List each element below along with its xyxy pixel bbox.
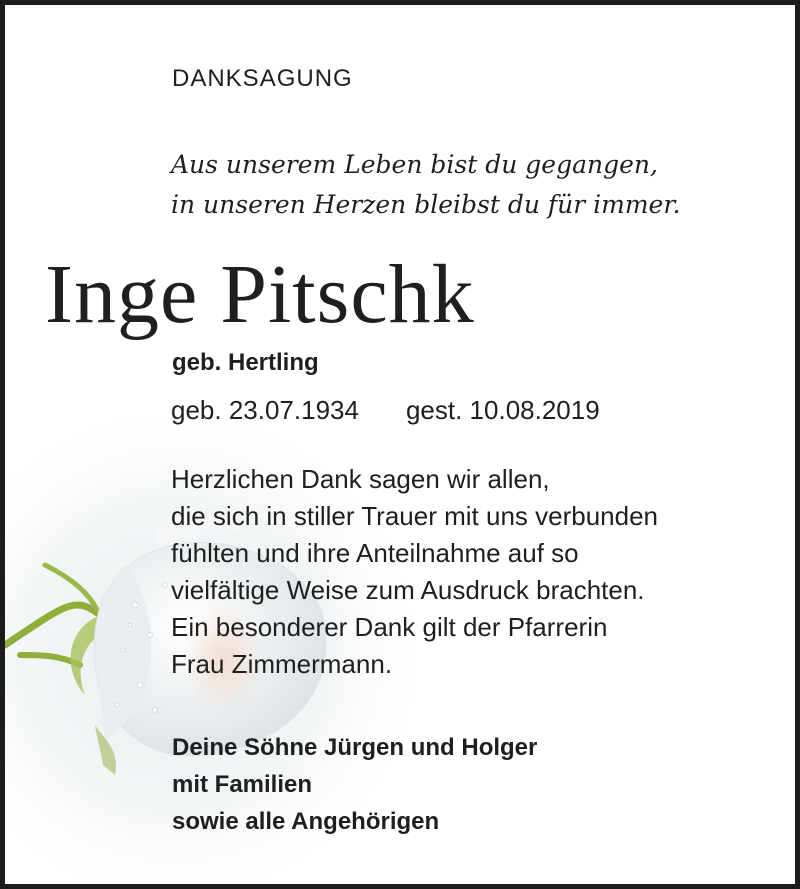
signature-line: Deine Söhne Jürgen und Holger — [172, 734, 538, 761]
thanks-line: Ein besonderer Dank gilt der Pfarrerin — [171, 612, 608, 642]
thanks-text — [171, 461, 658, 683]
birth-date: geb. 23.07.1934 — [171, 395, 359, 425]
thanks-line: Frau Zimmermann. — [171, 649, 393, 679]
life-dates — [171, 395, 600, 426]
family-signature — [172, 729, 537, 840]
notice-heading: DANKSAGUNG — [172, 65, 353, 92]
thanks-line: Herzlichen Dank sagen wir allen, — [171, 464, 550, 494]
verse-line: in unseren Herzen bleibst du für immer. — [171, 190, 681, 219]
signature-line: mit Familien — [172, 771, 313, 798]
signature-line: sowie alle Angehörigen — [172, 808, 440, 835]
thanks-line: die sich in stiller Trauer mit uns verbunden — [171, 501, 659, 531]
death-date: gest. 10.08.2019 — [405, 395, 600, 425]
maiden-name: geb. Hertling — [172, 349, 319, 376]
memorial-verse — [171, 145, 681, 225]
thanks-line: vielfältige Weise zum Ausdruck brachten. — [171, 575, 645, 605]
thanks-line: fühlten und ihre Anteilnahme auf so — [171, 538, 579, 568]
deceased-name: Inge Pitschk — [45, 248, 475, 341]
verse-line: Aus unserem Leben bist du gegangen, — [171, 150, 658, 179]
